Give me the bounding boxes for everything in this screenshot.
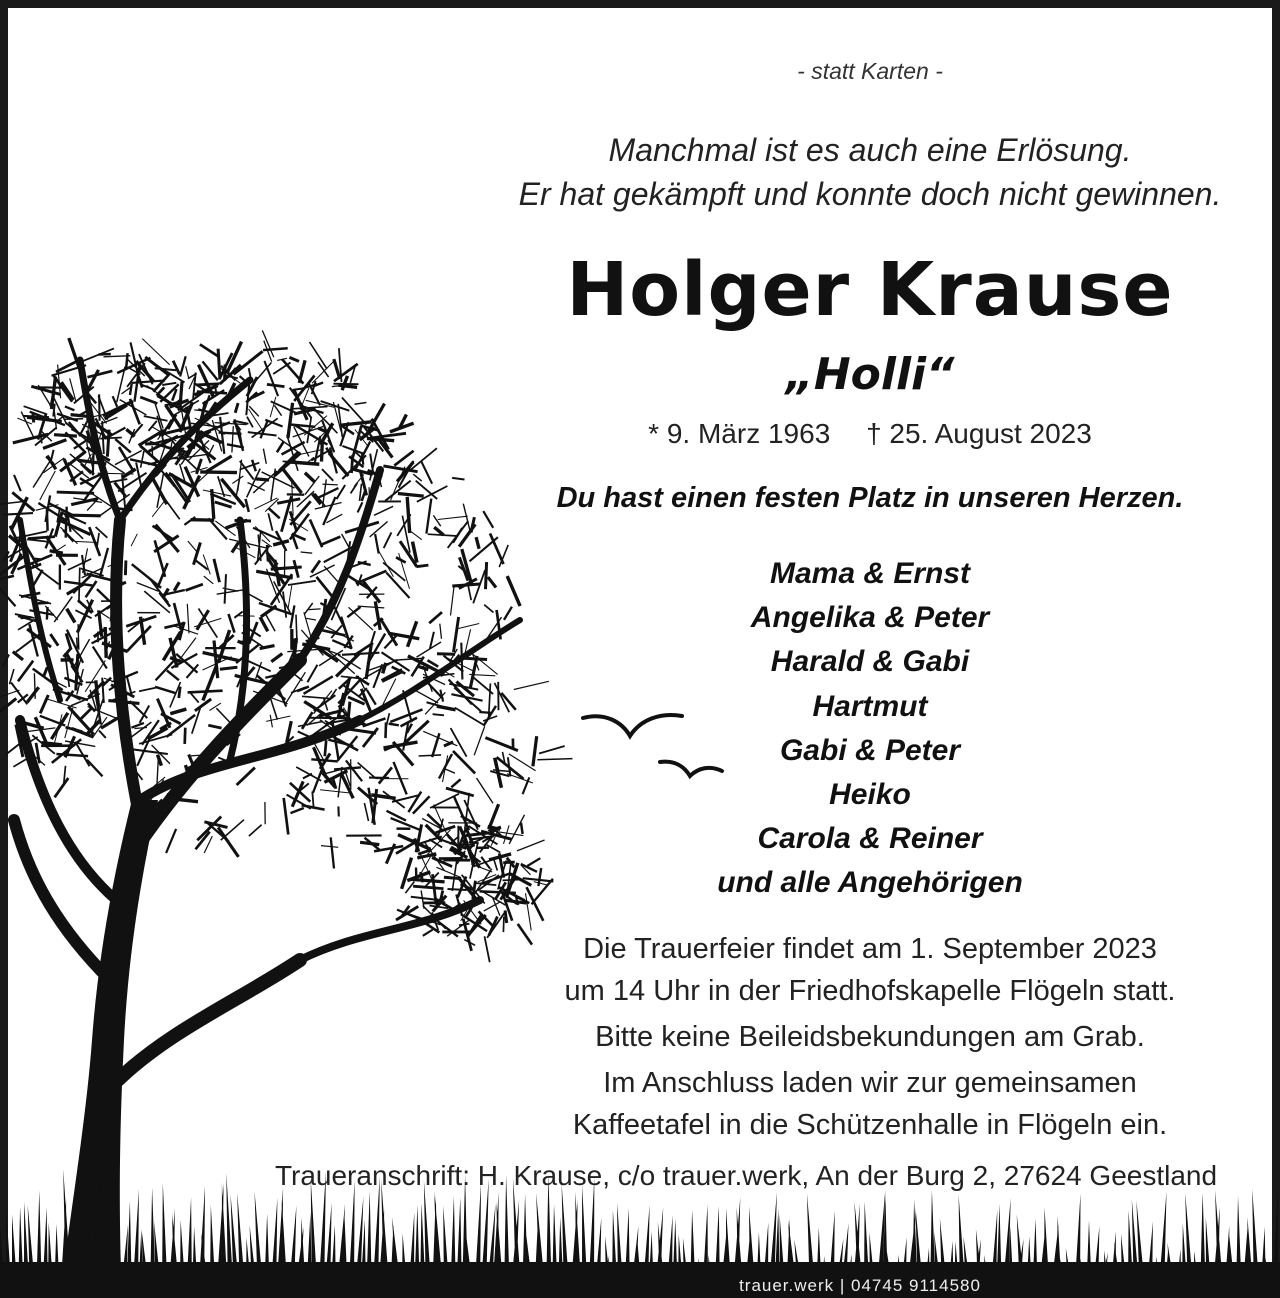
twig bbox=[260, 617, 268, 631]
twig bbox=[249, 825, 262, 836]
twig bbox=[288, 403, 293, 438]
twig bbox=[174, 582, 179, 591]
twig bbox=[43, 667, 47, 677]
twig bbox=[476, 537, 479, 549]
twig bbox=[232, 542, 239, 552]
twig bbox=[40, 471, 56, 500]
twig bbox=[320, 537, 340, 546]
twig bbox=[421, 461, 432, 484]
twig bbox=[166, 829, 176, 853]
twig bbox=[398, 494, 424, 497]
twig bbox=[444, 742, 453, 746]
twig bbox=[326, 514, 342, 523]
twig bbox=[3, 655, 9, 667]
twig bbox=[152, 477, 167, 504]
twig bbox=[54, 435, 77, 436]
twig bbox=[281, 467, 301, 493]
twig bbox=[437, 654, 455, 655]
twig bbox=[459, 924, 469, 926]
twig bbox=[234, 351, 263, 374]
twig bbox=[134, 728, 147, 729]
twig bbox=[321, 846, 338, 848]
twig bbox=[0, 576, 14, 583]
mourner-entry: Gabi & Peter bbox=[779, 733, 961, 767]
memorial-motto: Du hast einen festen Platz in unseren Herzen. bbox=[556, 482, 1184, 514]
twig bbox=[252, 460, 256, 471]
twig bbox=[240, 641, 250, 642]
twig bbox=[271, 654, 282, 662]
twig bbox=[247, 417, 253, 428]
twig bbox=[440, 624, 442, 639]
twig bbox=[99, 731, 106, 738]
twig bbox=[408, 792, 421, 813]
mourners-list bbox=[470, 552, 1270, 906]
twig bbox=[318, 488, 339, 498]
twig bbox=[426, 499, 431, 534]
kicker-text: - statt Karten - bbox=[797, 58, 943, 84]
twig bbox=[296, 767, 321, 781]
mourner-entry: Carola & Reiner bbox=[757, 822, 983, 856]
twig bbox=[0, 585, 15, 606]
twig bbox=[364, 803, 368, 821]
twig bbox=[235, 403, 238, 413]
twig bbox=[371, 631, 375, 643]
twig bbox=[50, 551, 63, 553]
twig bbox=[322, 484, 337, 485]
twig bbox=[156, 660, 175, 681]
twig bbox=[324, 566, 340, 585]
twig bbox=[218, 827, 238, 857]
twig bbox=[311, 759, 338, 761]
twig bbox=[429, 612, 442, 623]
twig bbox=[130, 384, 132, 396]
twig bbox=[287, 795, 311, 809]
twig bbox=[292, 481, 293, 515]
twig bbox=[38, 603, 49, 604]
twig bbox=[334, 359, 340, 379]
twig bbox=[54, 714, 62, 746]
twig bbox=[130, 749, 167, 754]
twig bbox=[97, 589, 109, 601]
ceremony-line: Die Trauerfeier findet am 1. September 2023 bbox=[583, 933, 1157, 965]
twig bbox=[18, 619, 36, 630]
twig bbox=[291, 605, 295, 628]
twig bbox=[108, 701, 139, 704]
twig bbox=[238, 460, 242, 491]
twig bbox=[389, 724, 399, 726]
twig bbox=[50, 634, 58, 646]
twig bbox=[299, 360, 305, 383]
twig bbox=[304, 676, 333, 694]
twig bbox=[423, 930, 433, 936]
mourner-entry: Hartmut bbox=[812, 689, 928, 723]
twig bbox=[208, 518, 227, 539]
twig bbox=[322, 440, 323, 462]
mourning-address: Traueranschrift: H. Krause, c/o trauer.werk, An der Burg 2, 27624 Geestland bbox=[274, 1160, 1218, 1191]
ceremony-line: um 14 Uhr in der Friedhofskapelle Flögeln statt. bbox=[564, 975, 1176, 1007]
twig bbox=[187, 604, 189, 634]
twig bbox=[413, 474, 421, 481]
twig bbox=[331, 837, 334, 868]
mourner-entry: Mama & Ernst bbox=[769, 557, 971, 590]
twig bbox=[336, 653, 360, 676]
quote-verse bbox=[470, 128, 1270, 216]
twig bbox=[452, 478, 464, 480]
twig bbox=[111, 610, 113, 621]
twig bbox=[338, 767, 342, 797]
twig bbox=[317, 577, 337, 602]
twig bbox=[277, 442, 284, 453]
twig bbox=[43, 440, 66, 449]
twig bbox=[21, 617, 32, 618]
twig bbox=[77, 638, 78, 649]
twig bbox=[180, 356, 186, 376]
twig bbox=[302, 696, 329, 698]
twig bbox=[320, 790, 349, 793]
twig bbox=[86, 581, 97, 597]
ceremony-line: Kaffeetafel in die Schützenhalle in Flögeln ein. bbox=[572, 1109, 1168, 1141]
twig bbox=[351, 483, 358, 493]
twig bbox=[310, 520, 322, 548]
twig bbox=[232, 426, 233, 452]
twig bbox=[79, 707, 92, 720]
twig bbox=[14, 475, 21, 491]
twig bbox=[64, 582, 92, 586]
twig bbox=[288, 586, 292, 609]
twig bbox=[186, 584, 203, 590]
twig bbox=[86, 370, 99, 394]
deceased-name: Holger Krause bbox=[566, 247, 1174, 333]
twig bbox=[451, 587, 455, 616]
twig bbox=[390, 709, 422, 722]
twig bbox=[341, 422, 372, 425]
twig bbox=[3, 513, 33, 515]
twig bbox=[13, 652, 23, 660]
twig bbox=[141, 451, 144, 468]
twig bbox=[99, 354, 111, 355]
twig bbox=[461, 643, 462, 680]
twig bbox=[207, 456, 232, 471]
twig bbox=[103, 401, 133, 416]
birth-date: * 9. März 1963 bbox=[648, 418, 831, 449]
twig bbox=[0, 698, 16, 712]
twig bbox=[27, 687, 39, 702]
twig bbox=[212, 489, 214, 519]
twig bbox=[210, 703, 221, 710]
twig bbox=[40, 695, 48, 713]
twig bbox=[125, 560, 126, 575]
twig bbox=[194, 410, 210, 412]
twig bbox=[288, 581, 316, 585]
twig bbox=[374, 506, 393, 515]
twig bbox=[87, 760, 103, 777]
twig bbox=[360, 842, 379, 844]
twig bbox=[229, 614, 235, 633]
twig bbox=[249, 594, 263, 602]
twig bbox=[273, 541, 289, 545]
twig bbox=[310, 342, 328, 369]
twig bbox=[77, 600, 92, 633]
twig bbox=[246, 499, 249, 512]
twig bbox=[21, 593, 40, 597]
twig bbox=[360, 484, 362, 501]
twig bbox=[349, 607, 374, 630]
twig bbox=[167, 794, 184, 795]
twig bbox=[386, 722, 387, 738]
twig bbox=[67, 584, 84, 594]
twig bbox=[193, 462, 219, 486]
twig bbox=[249, 406, 259, 416]
twig bbox=[403, 722, 408, 750]
twig bbox=[264, 361, 278, 396]
twig bbox=[416, 565, 428, 567]
twig bbox=[173, 361, 179, 375]
twig bbox=[451, 779, 460, 787]
twig bbox=[408, 621, 417, 647]
twig bbox=[268, 513, 272, 530]
twig bbox=[96, 527, 108, 538]
twig bbox=[67, 609, 75, 623]
twig bbox=[380, 618, 397, 646]
twig bbox=[448, 889, 467, 890]
twig bbox=[263, 449, 266, 464]
twig bbox=[234, 612, 242, 618]
twig bbox=[192, 708, 200, 734]
twig bbox=[358, 606, 385, 608]
quote-line: Er hat gekämpft und konnte doch nicht gewinnen. bbox=[518, 176, 1222, 212]
mourner-entry: Heiko bbox=[829, 778, 911, 812]
twig bbox=[384, 532, 392, 548]
twig bbox=[325, 740, 326, 756]
twig bbox=[170, 709, 186, 714]
twig bbox=[433, 515, 440, 526]
twig bbox=[57, 492, 94, 493]
twig bbox=[342, 398, 367, 425]
twig bbox=[160, 590, 184, 596]
twig bbox=[162, 383, 176, 385]
twig bbox=[436, 867, 461, 877]
twig bbox=[10, 669, 14, 684]
twig bbox=[131, 534, 137, 546]
twig bbox=[425, 830, 450, 857]
twig bbox=[167, 670, 179, 680]
twig bbox=[232, 476, 243, 484]
twig bbox=[291, 808, 304, 813]
twig bbox=[118, 509, 132, 510]
twig bbox=[73, 639, 90, 668]
ceremony-line: Im Anschluss laden wir zur gemeinsamen bbox=[603, 1067, 1137, 1099]
twig bbox=[307, 665, 317, 683]
twig bbox=[155, 687, 176, 694]
twig bbox=[237, 768, 255, 785]
twig bbox=[97, 533, 99, 548]
twig bbox=[289, 357, 299, 361]
twig bbox=[33, 413, 34, 423]
twig bbox=[304, 603, 312, 614]
twig bbox=[131, 424, 142, 437]
twig bbox=[185, 728, 186, 744]
twig bbox=[444, 877, 461, 878]
twig bbox=[305, 473, 315, 482]
twig bbox=[309, 609, 321, 610]
twig bbox=[115, 439, 131, 452]
twig bbox=[4, 551, 9, 561]
twig bbox=[256, 571, 293, 578]
twig bbox=[402, 858, 412, 889]
twig bbox=[144, 416, 168, 421]
twig bbox=[270, 715, 272, 728]
life-dates bbox=[470, 418, 1270, 450]
twig bbox=[301, 552, 313, 553]
twig bbox=[191, 693, 199, 702]
twig bbox=[370, 433, 406, 438]
twig bbox=[337, 485, 346, 499]
twig bbox=[53, 404, 54, 417]
twig bbox=[99, 394, 100, 421]
mourner-entry: und alle Angehörigen bbox=[717, 866, 1023, 900]
twig bbox=[338, 385, 357, 387]
deceased-nickname: „Holli“ bbox=[785, 349, 955, 400]
twig bbox=[312, 561, 321, 573]
twig bbox=[438, 819, 443, 838]
twig bbox=[306, 618, 316, 620]
twig bbox=[88, 371, 113, 377]
quote-line: Manchmal ist es auch eine Erlösung. bbox=[608, 132, 1132, 168]
mourner-entry: Angelika & Peter bbox=[750, 601, 990, 635]
twig bbox=[334, 767, 361, 769]
twig bbox=[157, 699, 170, 728]
twig bbox=[269, 508, 280, 518]
ceremony-details bbox=[470, 928, 1270, 1146]
twig bbox=[219, 433, 242, 434]
twig bbox=[355, 403, 367, 405]
twig bbox=[105, 627, 106, 658]
twig bbox=[220, 667, 238, 669]
twig bbox=[387, 811, 407, 821]
twig bbox=[131, 342, 138, 372]
twig bbox=[271, 567, 302, 569]
twig bbox=[203, 555, 210, 575]
twig bbox=[179, 687, 180, 698]
twig bbox=[200, 472, 237, 473]
twig bbox=[65, 708, 73, 738]
twig bbox=[266, 716, 290, 721]
twig bbox=[379, 767, 392, 783]
twig bbox=[55, 778, 69, 797]
twig bbox=[284, 798, 289, 835]
mourner-entry: Harald & Gabi bbox=[770, 645, 970, 679]
twig bbox=[302, 712, 313, 729]
twig bbox=[88, 707, 119, 720]
ceremony-line: Bitte keine Beileidsbekundungen am Grab. bbox=[595, 1021, 1145, 1053]
twig bbox=[200, 344, 219, 357]
twig bbox=[433, 714, 444, 715]
twig bbox=[274, 405, 281, 415]
twig bbox=[405, 882, 414, 894]
twig bbox=[100, 438, 122, 439]
twig bbox=[454, 617, 459, 652]
twig bbox=[448, 521, 469, 548]
twig bbox=[215, 502, 232, 507]
twig bbox=[132, 564, 161, 588]
twig bbox=[208, 725, 221, 728]
twig bbox=[140, 397, 157, 403]
twig bbox=[18, 661, 33, 682]
twig bbox=[204, 576, 214, 584]
twig bbox=[101, 718, 118, 728]
twig bbox=[415, 690, 438, 703]
twig bbox=[471, 517, 474, 532]
death-date: † 25. August 2023 bbox=[866, 418, 1092, 449]
twig bbox=[139, 687, 158, 691]
twig bbox=[203, 666, 217, 701]
twig bbox=[218, 349, 220, 379]
twig bbox=[131, 723, 144, 728]
twig bbox=[214, 559, 220, 582]
twig bbox=[413, 886, 443, 888]
twig bbox=[225, 574, 226, 604]
twig bbox=[444, 769, 455, 774]
twig bbox=[100, 548, 108, 577]
twig bbox=[267, 384, 285, 386]
footer-credit: trauer.werk | 04745 9114580 bbox=[739, 1276, 981, 1295]
twig bbox=[358, 763, 375, 778]
twig bbox=[65, 515, 101, 516]
twig bbox=[47, 607, 48, 620]
twig bbox=[358, 502, 363, 512]
twig bbox=[408, 530, 422, 540]
twig bbox=[322, 469, 333, 481]
twig bbox=[438, 516, 468, 519]
twig bbox=[394, 762, 407, 795]
twig bbox=[23, 416, 49, 417]
twig bbox=[65, 406, 75, 410]
twig bbox=[419, 755, 442, 756]
twig bbox=[304, 612, 311, 636]
twig bbox=[186, 366, 189, 377]
